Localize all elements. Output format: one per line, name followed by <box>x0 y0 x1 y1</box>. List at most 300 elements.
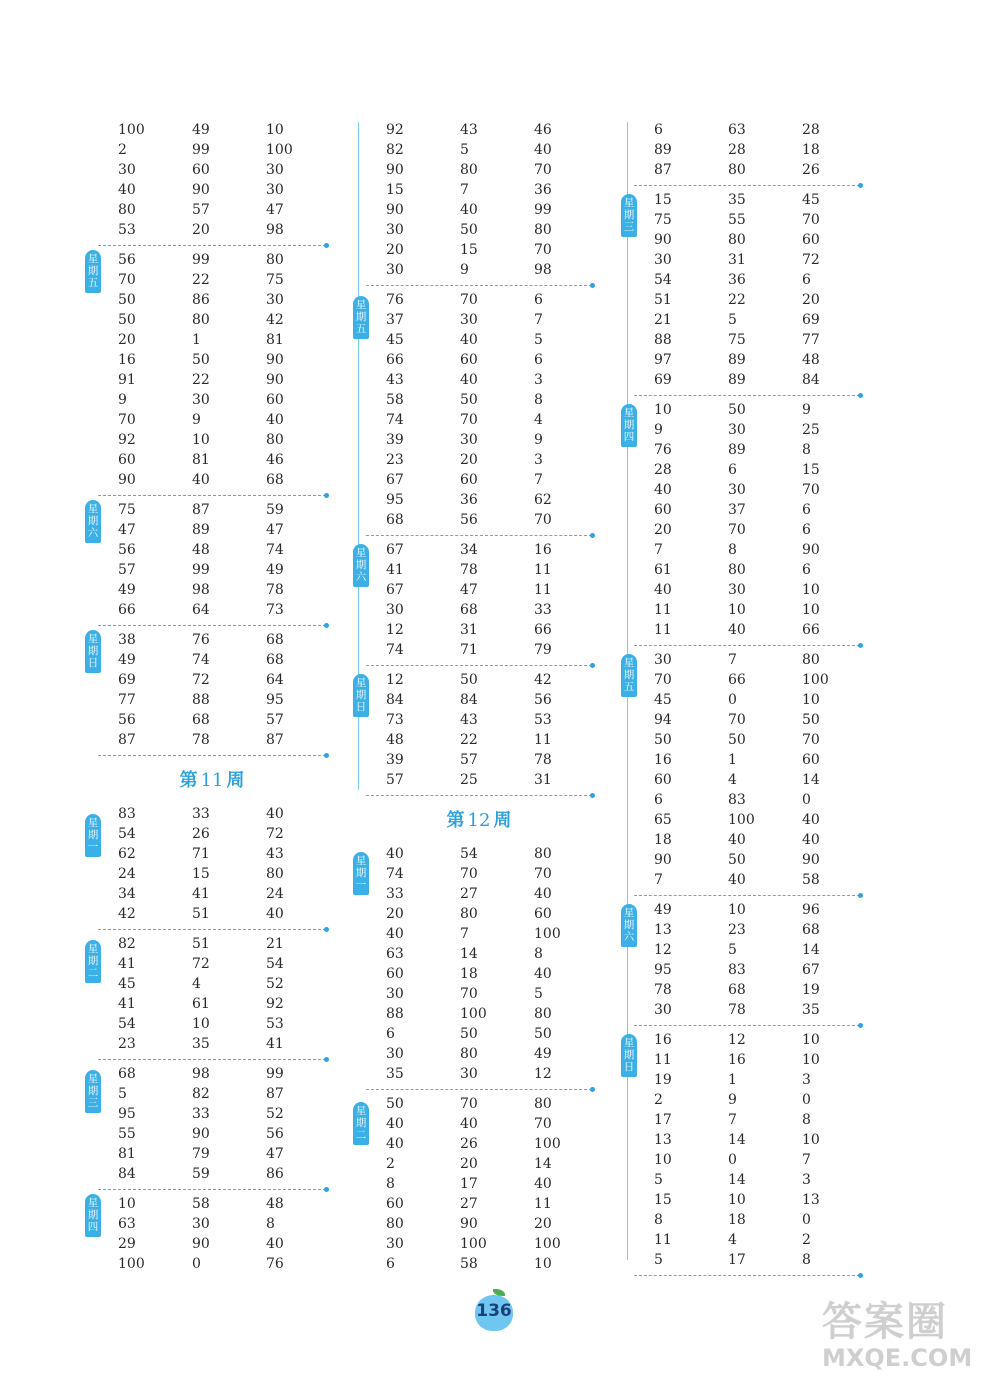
number-row <box>98 824 326 844</box>
number-row <box>98 934 326 954</box>
number-cell: 40 <box>460 372 478 388</box>
number-cell: 100 <box>534 926 561 942</box>
day-block <box>355 1094 592 1274</box>
number-cell: 51 <box>192 936 210 952</box>
number-cell: 35 <box>802 1002 820 1018</box>
number-cell: 90 <box>460 1216 478 1232</box>
number-cell: 31 <box>728 252 746 268</box>
number-cell: 22 <box>728 292 746 308</box>
day-block <box>623 900 860 1026</box>
number-cell: 58 <box>802 872 820 888</box>
watermark <box>822 1300 992 1380</box>
number-cell: 0 <box>802 792 811 808</box>
number-row <box>366 1114 592 1134</box>
number-cell: 49 <box>534 1046 552 1062</box>
number-row <box>634 960 860 980</box>
number-row <box>634 500 860 520</box>
number-cell: 48 <box>386 732 404 748</box>
number-cell: 72 <box>802 252 820 268</box>
number-row <box>366 490 592 510</box>
number-cell: 6 <box>386 1256 395 1272</box>
number-cell: 30 <box>386 602 404 618</box>
number-cell: 82 <box>192 1086 210 1102</box>
number-cell: 11 <box>654 622 672 638</box>
number-cell: 87 <box>118 732 136 748</box>
day-block <box>355 670 592 796</box>
number-cell: 10 <box>802 602 820 618</box>
number-cell: 7 <box>728 652 737 668</box>
number-cell: 0 <box>802 1212 811 1228</box>
number-cell: 6 <box>802 562 811 578</box>
number-cell: 88 <box>192 692 210 708</box>
watermark-url: MXQE.COM <box>822 1344 973 1372</box>
week-heading-suffix: 周 <box>493 810 512 831</box>
day-block <box>623 650 860 896</box>
number-cell: 69 <box>654 372 672 388</box>
number-cell: 100 <box>118 122 145 138</box>
number-cell: 71 <box>460 642 478 658</box>
number-cell: 50 <box>192 352 210 368</box>
number-cell: 0 <box>192 1256 201 1272</box>
number-cell: 30 <box>386 986 404 1002</box>
number-cell: 66 <box>118 602 136 618</box>
number-cell: 77 <box>118 692 136 708</box>
number-cell: 20 <box>460 452 478 468</box>
number-row <box>98 250 326 270</box>
number-cell: 51 <box>654 292 672 308</box>
number-cell: 5 <box>534 986 543 1002</box>
number-cell: 67 <box>386 542 404 558</box>
number-cell: 89 <box>192 522 210 538</box>
number-cell: 90 <box>192 1236 210 1252</box>
number-cell: 76 <box>192 632 210 648</box>
number-row <box>98 140 326 160</box>
number-cell: 70 <box>460 1096 478 1112</box>
number-row <box>98 160 326 180</box>
number-cell: 45 <box>118 976 136 992</box>
number-row <box>366 1194 592 1214</box>
number-cell: 70 <box>118 412 136 428</box>
number-cell: 22 <box>460 732 478 748</box>
number-cell: 68 <box>802 922 820 938</box>
number-cell: 10 <box>728 602 746 618</box>
number-cell: 90 <box>802 852 820 868</box>
number-cell: 43 <box>386 372 404 388</box>
number-row <box>366 580 592 600</box>
number-cell: 50 <box>728 732 746 748</box>
number-cell: 60 <box>802 752 820 768</box>
number-cell: 10 <box>192 432 210 448</box>
number-row <box>98 470 326 490</box>
number-cell: 40 <box>386 846 404 862</box>
number-cell: 20 <box>386 242 404 258</box>
week-heading-number: 11 <box>200 770 224 791</box>
number-cell: 68 <box>460 602 478 618</box>
number-cell: 45 <box>386 332 404 348</box>
number-cell: 40 <box>728 832 746 848</box>
number-cell: 75 <box>654 212 672 228</box>
number-cell: 8 <box>534 946 543 962</box>
number-cell: 15 <box>386 182 404 198</box>
number-row <box>634 1110 860 1130</box>
number-row <box>98 1124 326 1144</box>
number-cell: 39 <box>386 752 404 768</box>
number-cell: 30 <box>654 652 672 668</box>
number-row <box>634 1030 860 1050</box>
number-cell: 30 <box>266 162 284 178</box>
number-row <box>366 944 592 964</box>
number-row <box>98 1194 326 1214</box>
number-cell: 40 <box>728 622 746 638</box>
number-cell: 38 <box>118 632 136 648</box>
day-block <box>87 1064 326 1190</box>
number-cell: 74 <box>386 866 404 882</box>
number-row <box>98 1104 326 1124</box>
number-cell: 49 <box>266 562 284 578</box>
day-block <box>87 630 326 756</box>
number-row <box>634 520 860 540</box>
number-cell: 5 <box>654 1252 663 1268</box>
number-cell: 57 <box>266 712 284 728</box>
number-cell: 40 <box>266 806 284 822</box>
number-cell: 17 <box>460 1176 478 1192</box>
number-cell: 98 <box>192 1066 210 1082</box>
number-cell: 76 <box>266 1256 284 1272</box>
number-cell: 6 <box>802 272 811 288</box>
number-cell: 54 <box>118 826 136 842</box>
number-row <box>634 1190 860 1210</box>
number-cell: 78 <box>192 732 210 748</box>
number-cell: 12 <box>534 1066 552 1082</box>
number-cell: 80 <box>534 222 552 238</box>
number-row <box>634 980 860 1000</box>
number-cell: 63 <box>118 1216 136 1232</box>
number-row <box>366 510 592 530</box>
number-cell: 90 <box>118 472 136 488</box>
number-cell: 43 <box>460 712 478 728</box>
number-row <box>634 1250 860 1270</box>
number-cell: 35 <box>192 1036 210 1052</box>
number-cell: 20 <box>460 1156 478 1172</box>
number-row <box>98 994 326 1014</box>
number-cell: 68 <box>266 632 284 648</box>
number-cell: 54 <box>266 956 284 972</box>
number-row <box>366 620 592 640</box>
number-row <box>634 830 860 850</box>
number-cell: 50 <box>728 852 746 868</box>
number-cell: 52 <box>266 976 284 992</box>
number-cell: 74 <box>266 542 284 558</box>
number-cell: 20 <box>386 906 404 922</box>
number-row <box>366 1094 592 1114</box>
number-row <box>366 640 592 660</box>
number-row <box>98 540 326 560</box>
number-row <box>366 540 592 560</box>
number-cell: 70 <box>802 482 820 498</box>
number-cell: 16 <box>534 542 552 558</box>
number-cell: 80 <box>460 162 478 178</box>
number-cell: 45 <box>654 692 672 708</box>
number-cell: 11 <box>534 562 552 578</box>
number-cell: 56 <box>460 512 478 528</box>
number-cell: 6 <box>654 122 663 138</box>
number-cell: 68 <box>266 472 284 488</box>
number-cell: 89 <box>728 352 746 368</box>
number-row <box>634 850 860 870</box>
number-cell: 40 <box>534 142 552 158</box>
number-cell: 12 <box>386 622 404 638</box>
number-row <box>366 240 592 260</box>
number-cell: 78 <box>534 752 552 768</box>
number-cell: 70 <box>728 712 746 728</box>
number-row <box>634 650 860 670</box>
number-cell: 9 <box>802 402 811 418</box>
number-cell: 68 <box>386 512 404 528</box>
number-row <box>98 310 326 330</box>
number-cell: 13 <box>654 1132 672 1148</box>
number-cell: 39 <box>386 432 404 448</box>
number-cell: 3 <box>534 452 543 468</box>
number-row <box>98 710 326 730</box>
number-cell: 49 <box>118 652 136 668</box>
number-cell: 7 <box>534 312 543 328</box>
number-cell: 14 <box>728 1172 746 1188</box>
number-cell: 10 <box>534 1256 552 1272</box>
day-tab: 星 期 五 <box>621 654 637 697</box>
number-cell: 67 <box>386 472 404 488</box>
number-cell: 56 <box>118 542 136 558</box>
number-cell: 22 <box>192 272 210 288</box>
week-heading-suffix: 周 <box>226 770 245 791</box>
number-cell: 0 <box>802 1092 811 1108</box>
number-row <box>98 1014 326 1034</box>
number-cell: 29 <box>118 1236 136 1252</box>
number-cell: 8 <box>266 1216 275 1232</box>
number-row <box>366 470 592 490</box>
number-cell: 0 <box>728 1152 737 1168</box>
number-cell: 60 <box>654 502 672 518</box>
number-cell: 22 <box>192 372 210 388</box>
number-cell: 80 <box>728 162 746 178</box>
page-number-badge <box>471 1289 517 1333</box>
number-cell: 40 <box>192 472 210 488</box>
number-cell: 16 <box>118 352 136 368</box>
number-cell: 2 <box>386 1156 395 1172</box>
number-row <box>366 924 592 944</box>
number-cell: 57 <box>460 752 478 768</box>
number-cell: 30 <box>386 1046 404 1062</box>
number-cell: 26 <box>460 1136 478 1152</box>
number-cell: 64 <box>266 672 284 688</box>
number-cell: 53 <box>534 712 552 728</box>
number-cell: 9 <box>534 432 543 448</box>
number-cell: 13 <box>802 1192 820 1208</box>
number-cell: 90 <box>802 542 820 558</box>
number-cell: 69 <box>802 312 820 328</box>
number-row <box>634 1150 860 1170</box>
number-cell: 31 <box>534 772 552 788</box>
number-cell: 70 <box>654 672 672 688</box>
number-cell: 50 <box>728 402 746 418</box>
number-cell: 80 <box>802 652 820 668</box>
number-cell: 88 <box>386 1006 404 1022</box>
number-cell: 34 <box>118 886 136 902</box>
number-cell: 10 <box>266 122 284 138</box>
day-tab: 星 期 三 <box>85 1070 101 1113</box>
number-cell: 55 <box>728 212 746 228</box>
number-cell: 83 <box>728 962 746 978</box>
number-cell: 81 <box>118 1146 136 1162</box>
number-cell: 80 <box>534 846 552 862</box>
number-row <box>366 430 592 450</box>
day-tab: 星 期 五 <box>353 296 369 339</box>
number-cell: 50 <box>386 1096 404 1112</box>
number-cell: 8 <box>386 1176 395 1192</box>
number-row <box>634 670 860 690</box>
number-cell: 80 <box>728 232 746 248</box>
number-cell: 58 <box>460 1256 478 1272</box>
number-row <box>634 310 860 330</box>
number-cell: 16 <box>654 1032 672 1048</box>
number-cell: 60 <box>118 452 136 468</box>
number-cell: 72 <box>192 672 210 688</box>
number-cell: 18 <box>654 832 672 848</box>
number-cell: 41 <box>266 1036 284 1052</box>
number-cell: 10 <box>654 1152 672 1168</box>
number-row <box>98 1034 326 1054</box>
number-cell: 78 <box>460 562 478 578</box>
number-cell: 30 <box>386 262 404 278</box>
number-cell: 60 <box>802 232 820 248</box>
number-cell: 5 <box>728 942 737 958</box>
number-cell: 30 <box>192 1216 210 1232</box>
number-cell: 90 <box>192 182 210 198</box>
number-cell: 87 <box>266 732 284 748</box>
number-row <box>366 310 592 330</box>
number-cell: 45 <box>802 192 820 208</box>
number-cell: 79 <box>192 1146 210 1162</box>
number-cell: 28 <box>654 462 672 478</box>
number-cell: 68 <box>728 982 746 998</box>
number-cell: 10 <box>802 1052 820 1068</box>
number-row <box>98 804 326 824</box>
day-tab: 星 期 四 <box>621 404 637 447</box>
number-cell: 50 <box>118 312 136 328</box>
number-cell: 80 <box>728 562 746 578</box>
number-cell: 30 <box>460 1066 478 1082</box>
number-row <box>366 904 592 924</box>
number-cell: 98 <box>266 222 284 238</box>
number-row <box>634 420 860 440</box>
number-cell: 6 <box>534 352 543 368</box>
number-cell: 86 <box>192 292 210 308</box>
number-cell: 50 <box>654 732 672 748</box>
number-cell: 30 <box>460 432 478 448</box>
number-cell: 74 <box>192 652 210 668</box>
number-cell: 74 <box>386 412 404 428</box>
number-row <box>366 290 592 310</box>
number-cell: 75 <box>266 272 284 288</box>
number-cell: 18 <box>460 966 478 982</box>
number-cell: 30 <box>386 222 404 238</box>
number-cell: 10 <box>728 1192 746 1208</box>
day-block <box>87 250 326 496</box>
number-cell: 40 <box>534 1176 552 1192</box>
number-cell: 33 <box>386 886 404 902</box>
number-cell: 95 <box>118 1106 136 1122</box>
number-row <box>98 954 326 974</box>
number-row <box>634 540 860 560</box>
number-row <box>98 580 326 600</box>
number-cell: 69 <box>118 672 136 688</box>
number-row <box>634 440 860 460</box>
number-cell: 67 <box>802 962 820 978</box>
number-cell: 90 <box>266 372 284 388</box>
number-row <box>366 1044 592 1064</box>
day-block <box>355 844 592 1090</box>
number-cell: 70 <box>534 162 552 178</box>
number-cell: 89 <box>728 442 746 458</box>
number-cell: 60 <box>654 772 672 788</box>
number-row <box>98 450 326 470</box>
number-cell: 25 <box>802 422 820 438</box>
number-cell: 73 <box>266 602 284 618</box>
number-row <box>366 140 592 160</box>
number-cell: 8 <box>802 1252 811 1268</box>
number-cell: 26 <box>802 162 820 178</box>
week-heading <box>366 800 592 844</box>
day-block <box>623 190 860 396</box>
number-cell: 18 <box>728 1212 746 1228</box>
number-cell: 11 <box>654 602 672 618</box>
number-cell: 30 <box>654 252 672 268</box>
number-cell: 47 <box>460 582 478 598</box>
number-row <box>634 250 860 270</box>
number-cell: 41 <box>192 886 210 902</box>
number-row <box>366 220 592 240</box>
number-cell: 40 <box>460 202 478 218</box>
number-cell: 50 <box>118 292 136 308</box>
number-cell: 30 <box>728 582 746 598</box>
number-row <box>366 690 592 710</box>
number-cell: 9 <box>728 1092 737 1108</box>
number-row <box>634 1130 860 1150</box>
number-cell: 41 <box>118 996 136 1012</box>
number-cell: 80 <box>534 1096 552 1112</box>
number-cell: 16 <box>654 752 672 768</box>
number-cell: 37 <box>728 502 746 518</box>
number-cell: 36 <box>728 272 746 288</box>
number-cell: 10 <box>728 902 746 918</box>
number-cell: 6 <box>802 522 811 538</box>
number-row <box>98 650 326 670</box>
number-cell: 47 <box>266 522 284 538</box>
number-cell: 9 <box>654 422 663 438</box>
number-cell: 7 <box>802 1152 811 1168</box>
number-cell: 57 <box>192 202 210 218</box>
number-cell: 23 <box>118 1036 136 1052</box>
number-row <box>366 864 592 884</box>
number-row <box>366 330 592 350</box>
number-cell: 11 <box>534 1196 552 1212</box>
number-row <box>98 1164 326 1184</box>
number-cell: 60 <box>460 352 478 368</box>
number-row <box>366 160 592 180</box>
number-cell: 47 <box>266 202 284 218</box>
number-cell: 11 <box>654 1232 672 1248</box>
number-row <box>98 844 326 864</box>
number-cell: 1 <box>728 752 737 768</box>
